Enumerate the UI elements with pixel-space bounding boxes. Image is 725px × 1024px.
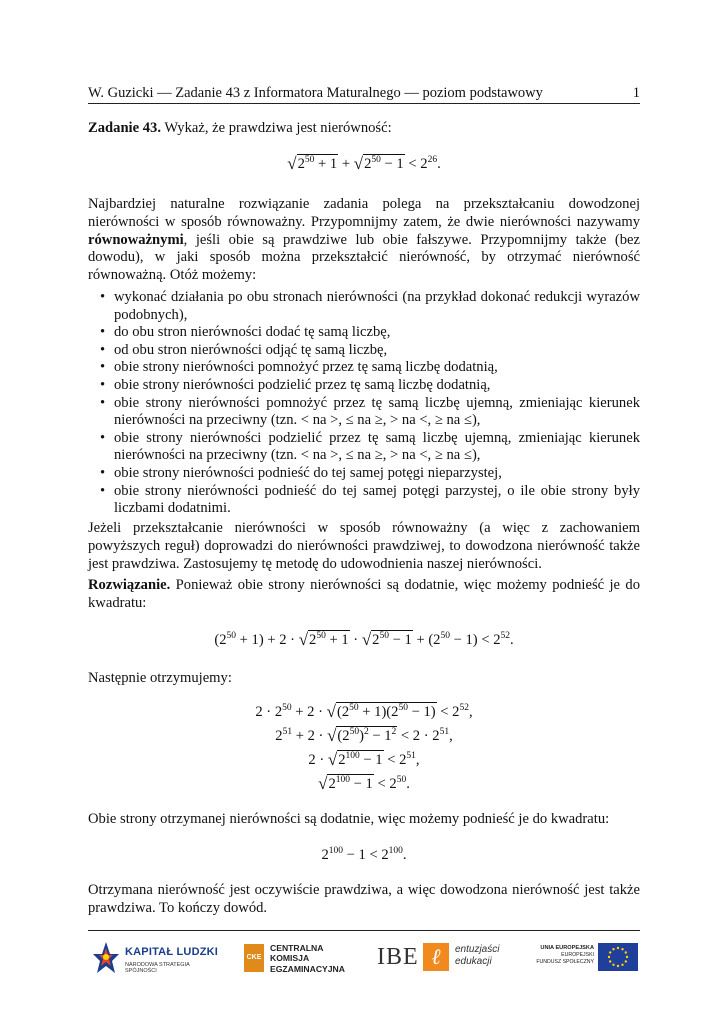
ibe-tagline: entuzjaści edukacji bbox=[455, 944, 500, 967]
method-paragraph: Jeżeli przekształcanie nierówności w sposób równoważny (a więc z zachowaniem powyższych reguł) doprowadzi do nierówności prawdziwej, to dowodzona nierówność także jest prawdziwa. Zastosujemy tę metodę do udowodnienia naszej nierówności. bbox=[88, 520, 640, 572]
list-item: • wykonać działania po obu stronach nierówności (na przykład dokonać redukcji wyrazów podobnych), bbox=[100, 289, 640, 323]
list-item: • obie strony nierówności podnieść do tej samej potęgi nieparzystej, bbox=[100, 464, 502, 481]
footer-divider bbox=[88, 930, 640, 931]
solution-label: Rozwiązanie. bbox=[88, 577, 171, 593]
equation-squared: $(2^{50} + 1) + 2 \cdot √2^{50} + 1 \cdot √2^{50} - 1 + (2^{50} - 1) < 2^{52}$. bbox=[214, 630, 514, 649]
square-text: Obie strony otrzymanej nierówności są dodatnie, więc możemy podnieść je do kwadratu: bbox=[88, 811, 610, 827]
header-title: W. Guzicki — Zadanie 43 z Informatora Maturalnego — poziom podstawowy bbox=[88, 85, 543, 101]
equation-chain bbox=[88, 700, 640, 796]
solution-text: Ponieważ obie strony nierówności są dodatnie, więc możemy podnieść je do kwadratu: bbox=[88, 577, 640, 611]
intro-text-1: Najbardziej naturalne rozwiązanie zadania polega na przekształcaniu dowodzonej nierówności w sposób równoważny. Przypomnijmy zatem, że dwie nierówności nazywamy bbox=[88, 196, 640, 230]
list-item: • do obu stron nierówności dodać tę samą liczbę, bbox=[100, 324, 391, 341]
list-item: • obie strony nierówności pomnożyć przez tę samą liczbę ujemną, zmieniając kierunek nierówności na przeciwny (tzn. < na >, ≤ na ≥, > na <, ≥ na ≤), bbox=[100, 394, 640, 429]
rules-list bbox=[88, 289, 640, 518]
ibe-logo bbox=[377, 938, 507, 978]
equation-main-line: $√2^{50} + 1 + √2^{50} - 1 < 2^{26}$. bbox=[287, 154, 441, 173]
eu-logo bbox=[532, 938, 640, 978]
intro-bold-term: równoważnymi bbox=[88, 231, 184, 248]
task-statement bbox=[88, 120, 640, 138]
next-text: Następnie otrzymujemy: bbox=[88, 670, 232, 686]
kapital-ludzki-name: KAPITAŁ LUDZKI bbox=[125, 946, 219, 958]
equation-chain-line-4: $√2^{100} - 1 < 2^{50}$. bbox=[318, 774, 410, 793]
intro-paragraph bbox=[88, 196, 640, 285]
running-header bbox=[88, 83, 640, 104]
cke-name: CENTRALNA KOMISJA EGZAMINACYJNA bbox=[270, 943, 345, 974]
equation-chain-line-3: $2 \cdot √2^{100} - 1 < 2^{51}$, bbox=[308, 750, 420, 769]
list-item: • od obu stron nierówności odjąć tę samą liczbę, bbox=[100, 341, 388, 358]
cke-box: CKE bbox=[244, 944, 264, 972]
kapital-ludzki-logo bbox=[92, 938, 222, 978]
eu-text: UNIA EUROPEJSKA EUROPEJSKI FUNDUSZ SPOŁECZNY bbox=[536, 945, 594, 965]
equation-chain-line-2: $2^{51} + 2 \cdot √(2^{50})^2 - 1^2 < 2 \cdot 2^{51}$, bbox=[275, 726, 453, 745]
cke-logo bbox=[244, 938, 359, 978]
equation-main bbox=[88, 152, 640, 176]
kapital-ludzki-star-icon bbox=[92, 940, 120, 976]
solution-paragraph bbox=[88, 577, 640, 613]
conclusion-paragraph: Otrzymana nierówność jest oczywiście prawdziwa, a więc dowodzona nierówność jest także prawdziwa. To kończy dowód. bbox=[88, 882, 640, 916]
list-item: • obie strony nierówności pomnożyć przez tę samą liczbę dodatnią, bbox=[100, 359, 498, 376]
ibe-mark-icon: ℓ bbox=[423, 943, 449, 971]
intro-text-2: , jeśli obie są prawdziwe lub obie fałszywe. Przypomnijmy także (bez dowodu), w jaki sposób można przekształcić nierówność, by otrzymać nierówność równoważną. Otóż możemy: bbox=[88, 231, 640, 284]
list-item: • obie strony nierówności podzielić przez tę samą liczbę dodatnią, bbox=[100, 376, 491, 393]
equation-chain-line-1: $2 \cdot 2^{50} + 2 \cdot √(2^{50} + 1)(2^{50} - 1) < 2^{52}$, bbox=[255, 702, 473, 721]
page-number: 1 bbox=[632, 85, 640, 101]
kapital-ludzki-subtitle: NARODOWA STRATEGIA SPÓJNOŚCI bbox=[125, 962, 190, 974]
ibe-name: IBE bbox=[377, 944, 419, 970]
equation-final: $2^{100} - 1 < 2^{100}$. bbox=[321, 846, 407, 863]
task-label: Zadanie 43. bbox=[88, 120, 161, 136]
list-item: • obie strony nierówności podzielić przez tę samą liczbę ujemną, zmieniając kierunek nierówności na przeciwny (tzn. < na >, ≤ na ≥, > na <, ≥ na ≤), bbox=[100, 429, 640, 464]
list-item: • obie strony nierówności podnieść do tej samej potęgi parzystej, o ile obie strony były liczbami dodatnimi. bbox=[100, 482, 640, 517]
eu-flag-icon bbox=[598, 943, 638, 971]
task-text: Wykaż, że prawdziwa jest nierówność: bbox=[164, 120, 392, 136]
